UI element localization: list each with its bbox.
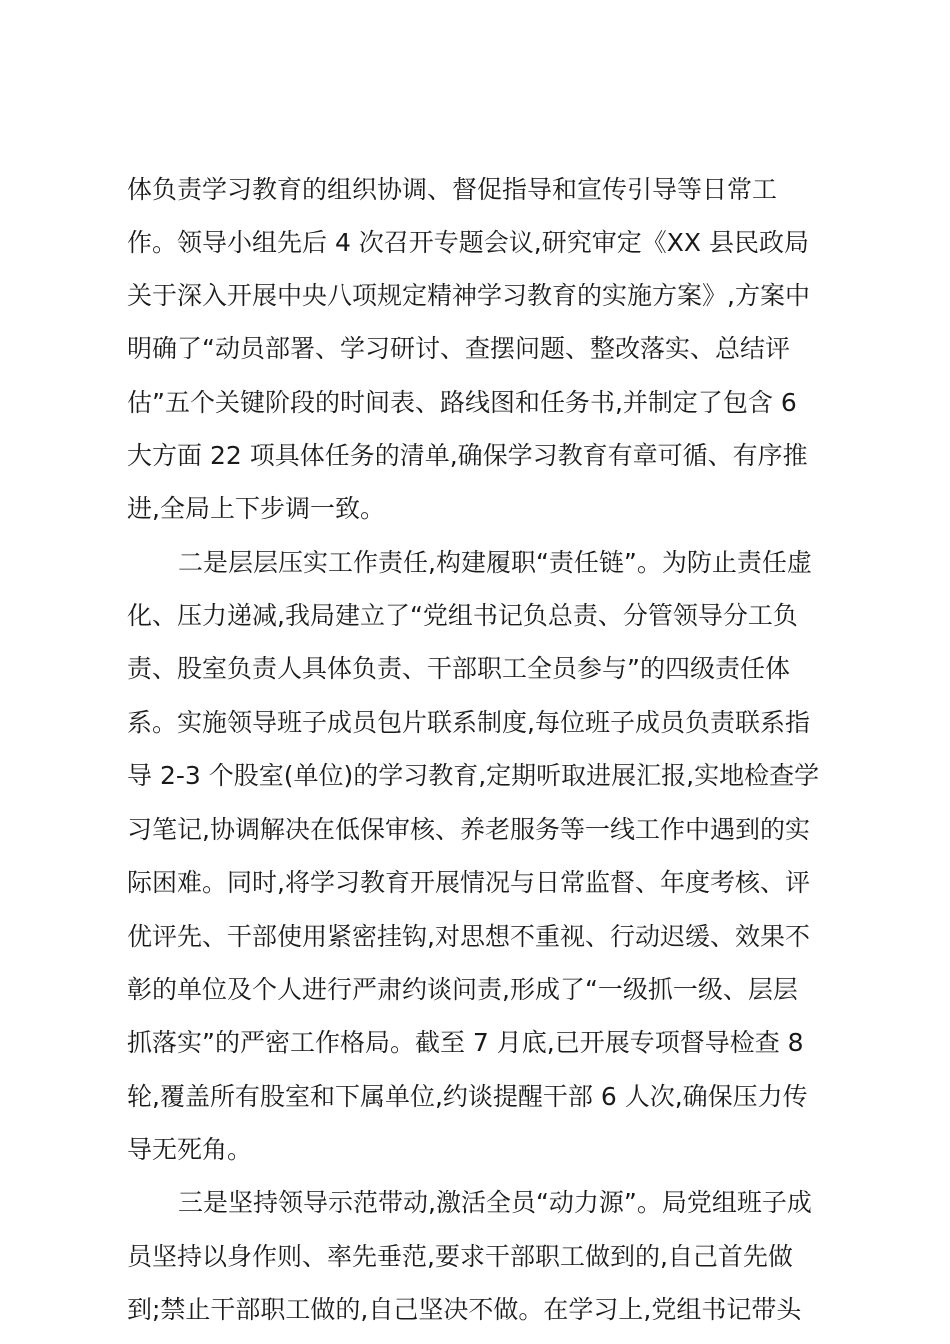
text-line: 彰的单位及个人进行严肃约谈问责,形成了“一级抓一级、层层 xyxy=(127,975,798,1004)
paragraph-first-line: 二是层层压实工作责任,构建履职“责任链”。为防止责任虚 xyxy=(178,548,812,577)
text-line: 到;禁止干部职工做的,自己坚决不做。在学习上,党组书记带头 xyxy=(127,1295,802,1324)
text-line: 导 2-3 个股室(单位)的学习教育,定期听取进展汇报,实地检查学 xyxy=(127,761,820,790)
text-line: 习笔记,协调解决在低保审核、养老服务等一线工作中遇到的实 xyxy=(127,815,810,844)
text-line: 化、压力递减,我局建立了“党组书记负总责、分管领导分工负 xyxy=(127,601,798,630)
text-line: 抓落实”的严密工作格局。截至 7 月底,已开展专项督导检查 8 xyxy=(127,1028,804,1057)
text-line: 系。实施领导班子成员包片联系制度,每位班子成员负责联系指 xyxy=(127,708,810,737)
text-line: 员坚持以身作则、率先垂范,要求干部职工做到的,自己首先做 xyxy=(127,1242,793,1271)
text-line: 责、股室负责人具体负责、干部职工全员参与”的四级责任体 xyxy=(127,654,790,683)
text-line: 明确了“动员部署、学习研讨、查摆问题、整改落实、总结评 xyxy=(127,334,790,363)
text-line: 进,全局上下步调一致。 xyxy=(127,494,385,523)
text-line: 作。领导小组先后 4 次召开专题会议,研究审定《XX 县民政局 xyxy=(127,228,809,257)
text-line: 体负责学习教育的组织协调、督促指导和宣传引导等日常工 xyxy=(127,175,778,204)
paragraph-first-line: 三是坚持领导示范带动,激活全员“动力源”。局党组班子成 xyxy=(178,1188,812,1217)
text-line: 关于深入开展中央八项规定精神学习教育的实施方案》,方案中 xyxy=(127,281,810,310)
text-line: 际困难。同时,将学习教育开展情况与日常监督、年度考核、评 xyxy=(127,868,810,897)
text-line: 估”五个关键阶段的时间表、路线图和任务书,并制定了包含 6 xyxy=(127,388,797,417)
text-line: 大方面 22 项具体任务的清单,确保学习教育有章可循、有序推 xyxy=(127,441,808,470)
text-line: 优评先、干部使用紧密挂钩,对思想不重视、行动迟缓、效果不 xyxy=(127,922,810,951)
text-line: 轮,覆盖所有股室和下属单位,约谈提醒干部 6 人次,确保压力传 xyxy=(127,1082,808,1111)
text-line: 导无死角。 xyxy=(127,1135,253,1164)
